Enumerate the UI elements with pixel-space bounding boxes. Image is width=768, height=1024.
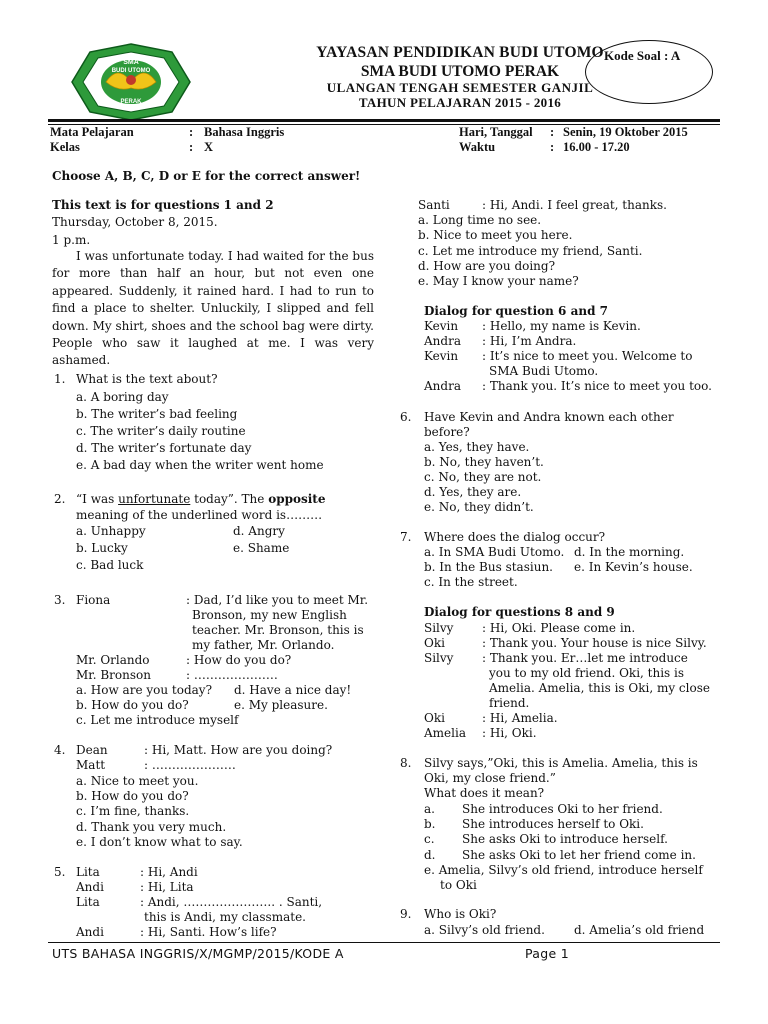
option: She asks Oki to let her friend come in. bbox=[462, 848, 696, 862]
question-number: 8. bbox=[400, 756, 412, 770]
dialog-line: : Hi, Amelia. bbox=[482, 711, 558, 725]
question-1: What is the text about? bbox=[76, 372, 218, 386]
question-6-line2: before? bbox=[424, 425, 470, 439]
option: d. The writer’s fortunate day bbox=[76, 441, 252, 455]
option-letter: a. bbox=[424, 802, 435, 816]
option: a. Yes, they have. bbox=[424, 440, 530, 454]
dialog-line: : Dad, I’d like you to meet Mr. bbox=[186, 593, 369, 607]
colon: : bbox=[550, 140, 555, 154]
option: b. The writer’s bad feeling bbox=[76, 407, 238, 421]
dialog-line: my father, Mr. Orlando. bbox=[192, 638, 335, 652]
logo-text-top: SMA bbox=[123, 59, 139, 66]
speaker-name: Fiona bbox=[76, 593, 111, 607]
option: a. Long time no see. bbox=[418, 213, 542, 227]
dialog-line: : Andi, ………………….. . Santi, bbox=[140, 895, 323, 909]
speaker-name: Kevin bbox=[424, 319, 459, 333]
dialog-line: : Thank you. Er…let me introduce bbox=[482, 651, 688, 665]
option: a. Unhappy bbox=[76, 524, 146, 538]
logo-text-mid: BUDI UTOMO bbox=[111, 68, 151, 74]
dialog-line: : It’s nice to meet you. Welcome to bbox=[482, 349, 693, 363]
dialog-line: teacher. Mr. Bronson, this is bbox=[192, 623, 364, 637]
option: She introduces herself to Oki. bbox=[462, 817, 644, 831]
dialog-line: : Hi, Santi. How’s life? bbox=[140, 925, 277, 939]
question-6: Have Kevin and Andra known each other bbox=[424, 410, 674, 424]
option: a. Nice to meet you. bbox=[76, 774, 199, 788]
instruction: Choose A, B, C, D or E for the correct answer! bbox=[52, 169, 361, 183]
colon: : bbox=[550, 125, 555, 139]
speaker-name: Matt bbox=[76, 758, 106, 772]
colon: : bbox=[189, 140, 194, 154]
question-9: Who is Oki? bbox=[424, 907, 497, 921]
dialog-line: : Hi, Lita bbox=[140, 880, 194, 894]
question-2: “I was unfortunate today”. The opposite bbox=[76, 492, 326, 506]
dialog-line: : Hi, Matt. How are you doing? bbox=[144, 743, 333, 757]
speaker-name: Lita bbox=[76, 895, 100, 909]
question-number: 2. bbox=[54, 492, 66, 506]
option: c. Let me introduce my friend, Santi. bbox=[418, 244, 643, 258]
kode-soal-badge bbox=[585, 40, 713, 104]
question-8-line2: Oki, my close friend.” bbox=[424, 771, 556, 785]
speaker-name: Andi bbox=[76, 925, 104, 939]
option: e. Amelia, Silvy’s old friend, introduce herself bbox=[424, 863, 703, 877]
question-8-line3: What does it mean? bbox=[424, 786, 545, 800]
kelas-label: Kelas bbox=[50, 140, 80, 154]
speaker-name: Mr. Orlando bbox=[76, 653, 150, 667]
dialog-line: SMA Budi Utomo. bbox=[489, 364, 599, 378]
dialog-line: : Hi, Andi bbox=[140, 865, 198, 879]
colon: : bbox=[189, 125, 194, 139]
question-number: 9. bbox=[400, 907, 412, 921]
option: d. How are you doing? bbox=[418, 259, 556, 273]
dialog-line: this is Andi, my classmate. bbox=[144, 910, 306, 924]
dialog-line: Amelia. Amelia, this is Oki, my close bbox=[489, 681, 710, 695]
dialog-line: : Hi, I’m Andra. bbox=[482, 334, 577, 348]
question-8: Silvy says,”Oki, this is Amelia. Amelia, this is bbox=[424, 756, 698, 770]
option: She asks Oki to introduce herself. bbox=[462, 832, 668, 846]
dialog-line: : ………………… bbox=[144, 758, 236, 772]
option: e. May I know your name? bbox=[418, 274, 579, 288]
reading-passage: I was unfortunate today. I had waited for the bus for more than half an hour, but not even one appeared. Suddenly, it rained hard. I had to run to find a place to shelter. Unluckily, I slipped and fell down. My shirt, shoes and the school bag were dirty. People who saw it laughed at me. I was very ashamed. bbox=[52, 249, 374, 368]
dialog-line: Bronson, my new English bbox=[192, 608, 347, 622]
option: c. No, they are not. bbox=[424, 470, 542, 484]
option: d. Have a nice day! bbox=[234, 683, 352, 697]
speaker-name: Andra bbox=[424, 334, 461, 348]
dialog-line: friend. bbox=[489, 696, 530, 710]
speaker-name: Mr. Bronson bbox=[76, 668, 151, 682]
waktu-label: Waktu bbox=[459, 140, 496, 154]
option: a. How are you today? bbox=[76, 683, 213, 697]
hari-label: Hari, Tanggal bbox=[459, 125, 533, 139]
passage-time: 1 p.m. bbox=[52, 233, 91, 247]
option: c. I’m fine, thanks. bbox=[76, 804, 190, 818]
speaker-name: Amelia bbox=[424, 726, 466, 740]
speaker-name: Silvy bbox=[424, 621, 454, 635]
question-number: 6. bbox=[400, 410, 412, 424]
speaker-name: Santi bbox=[418, 198, 450, 212]
underlined-word: unfortunate bbox=[118, 492, 191, 506]
option: e. I don’t know what to say. bbox=[76, 835, 243, 849]
kode-soal-text: Kode Soal : A bbox=[604, 48, 681, 63]
question-number: 1. bbox=[54, 372, 66, 386]
option: b. How do you do? bbox=[76, 789, 189, 803]
option: d. In the morning. bbox=[574, 545, 685, 559]
mapel-label: Mata Pelajaran bbox=[50, 125, 134, 139]
school-logo bbox=[66, 42, 196, 122]
option: She introduces Oki to her friend. bbox=[462, 802, 663, 816]
option: d. Angry bbox=[233, 524, 285, 538]
option: d. Thank you very much. bbox=[76, 820, 227, 834]
dialog-line: : ………………… bbox=[186, 668, 278, 682]
speaker-name: Silvy bbox=[424, 651, 454, 665]
logo-text-bottom: PERAK bbox=[120, 99, 142, 105]
speaker-name: Kevin bbox=[424, 349, 459, 363]
option-letter: b. bbox=[424, 817, 436, 831]
dialog-line: : Hi, Oki. Please come in. bbox=[482, 621, 636, 635]
option: a. A boring day bbox=[76, 390, 169, 404]
option: b. Lucky bbox=[76, 541, 128, 555]
option: b. No, they haven’t. bbox=[424, 455, 544, 469]
option-letter: c. bbox=[424, 832, 435, 846]
speaker-name: Andi bbox=[76, 880, 104, 894]
speaker-name: Dean bbox=[76, 743, 108, 757]
option: c. Bad luck bbox=[76, 558, 144, 572]
header-rule-thick bbox=[48, 119, 720, 122]
option: b. Nice to meet you here. bbox=[418, 228, 573, 242]
option: e. My pleasure. bbox=[234, 698, 328, 712]
text-heading: This text is for questions 1 and 2 bbox=[52, 198, 274, 212]
school-name: SMA BUDI UTOMO PERAK bbox=[360, 63, 560, 80]
option: c. In the street. bbox=[424, 575, 518, 589]
opposite-word: opposite bbox=[268, 492, 326, 506]
dialog-line: : Hello, my name is Kevin. bbox=[482, 319, 641, 333]
foundation-name: YAYASAN PENDIDIKAN BUDI UTOMO bbox=[316, 44, 604, 61]
exam-name: ULANGAN TENGAH SEMESTER GANJIL bbox=[326, 80, 594, 95]
dialog-line: : How do you do? bbox=[186, 653, 292, 667]
option: c. The writer’s daily routine bbox=[76, 424, 246, 438]
question-number: 5. bbox=[54, 865, 66, 879]
dialog-heading: Dialog for question 6 and 7 bbox=[424, 304, 608, 318]
option: e. A bad day when the writer went home bbox=[76, 458, 324, 472]
mapel-value: Bahasa Inggris bbox=[204, 125, 285, 139]
dialog-line: : Thank you. It’s nice to meet you too. bbox=[482, 379, 712, 393]
option: e. No, they didn’t. bbox=[424, 500, 534, 514]
hari-value: Senin, 19 Oktober 2015 bbox=[563, 125, 688, 139]
option: a. Silvy’s old friend. bbox=[424, 923, 545, 937]
option-letter: d. bbox=[424, 848, 436, 862]
speaker-name: Oki bbox=[424, 636, 445, 650]
speaker-name: Lita bbox=[76, 865, 100, 879]
footer-rule bbox=[48, 942, 720, 943]
question-7: Where does the dialog occur? bbox=[424, 530, 606, 544]
dialog-line: : Thank you. Your house is nice Silvy. bbox=[482, 636, 707, 650]
option: c. Let me introduce myself bbox=[76, 713, 239, 727]
passage-date: Thursday, October 8, 2015. bbox=[52, 215, 218, 229]
kelas-value: X bbox=[204, 140, 214, 154]
speaker-name: Oki bbox=[424, 711, 445, 725]
option: a. In SMA Budi Utomo. bbox=[424, 545, 565, 559]
option: b. How do you do? bbox=[76, 698, 189, 712]
option: e. Shame bbox=[233, 541, 290, 555]
dialog-line: : Hi, Oki. bbox=[482, 726, 537, 740]
waktu-value: 16.00 - 17.20 bbox=[563, 140, 630, 154]
dialog-line: you to my old friend. Oki, this is bbox=[489, 666, 685, 680]
option: d. Yes, they are. bbox=[424, 485, 522, 499]
dialog-line: : Hi, Andi. I feel great, thanks. bbox=[482, 198, 667, 212]
option: to Oki bbox=[440, 878, 477, 892]
dialog-heading: Dialog for questions 8 and 9 bbox=[424, 605, 615, 619]
speaker-name: Andra bbox=[424, 379, 461, 393]
academic-year: TAHUN PELAJARAN 2015 - 2016 bbox=[358, 95, 562, 110]
option: b. In the Bus stasiun. bbox=[424, 560, 553, 574]
page-number: Page 1 bbox=[525, 946, 569, 961]
question-2-line2: meaning of the underlined word is……… bbox=[76, 508, 323, 522]
option: d. Amelia’s old friend bbox=[574, 923, 705, 937]
footer-title: UTS BAHASA INGGRIS/X/MGMP/2015/KODE A bbox=[52, 946, 344, 961]
question-number: 4. bbox=[54, 743, 66, 757]
question-number: 3. bbox=[54, 593, 66, 607]
question-number: 7. bbox=[400, 530, 412, 544]
option: e. In Kevin’s house. bbox=[574, 560, 693, 574]
